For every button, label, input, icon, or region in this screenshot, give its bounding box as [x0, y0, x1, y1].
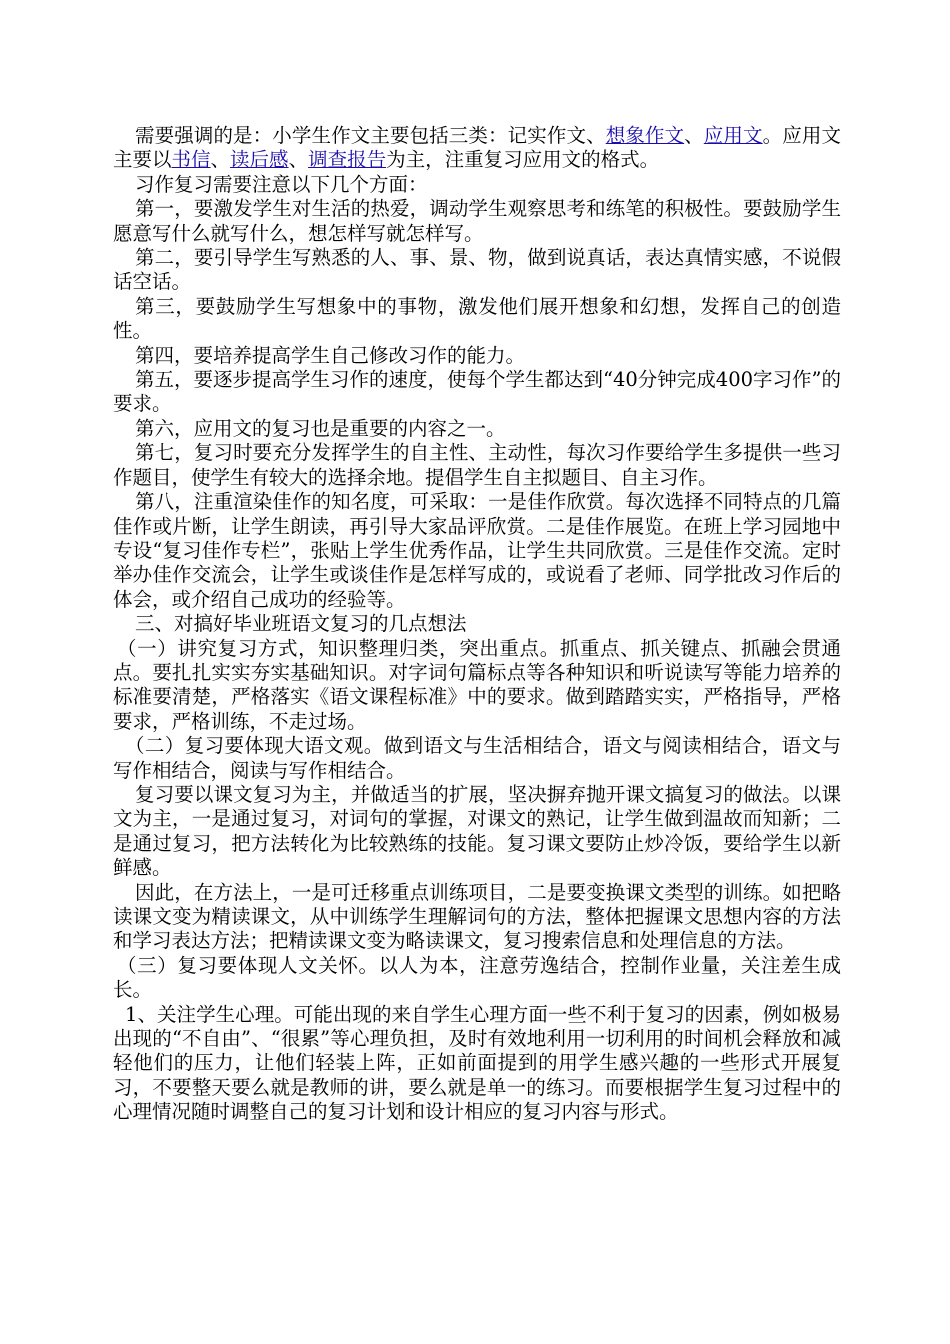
separator: 、: [210, 148, 231, 172]
document-body: [113, 124, 841, 1125]
paragraph: 1、关注学生心理。可能出现的来自学生心理方面一些不利于复习的因素，例如极易出现的“不自由”、“很累”等心理负担，及时有效地利用一切利用的时间机会释放和减轻他们的压力，让他们轻装上阵，正如前面提到的用学生感兴趣的一些形式开展复习，不要整天要么就是教师的讲，要么就是单一的练习。而要根据学生复习过程中的心理情况随时调整自己的复习计划和设计相应的复习内容与形式。: [113, 1002, 841, 1124]
paragraph: 第六，应用文的复习也是重要的内容之一。: [135, 416, 506, 440]
paragraph: 第三，要鼓励学生写想象中的事物，激发他们展开想象和幻想，发挥自己的创造性。: [113, 294, 841, 343]
separator: 、: [288, 148, 309, 172]
paragraph-composition-types: [113, 124, 841, 173]
section-heading: 三、对搞好毕业班语文复习的几点想法: [135, 612, 467, 636]
link-letters[interactable]: 书信: [171, 148, 211, 172]
paragraph: 因此，在方法上，一是可迁移重点训练项目，二是要变换课文类型的训练。如把略读课文变为精读课文，从中训练学生理解词句的方法，整体把握课文思想内容的方法和学习表达方法；把精读课文变为略读课文，复习搜索信息和处理信息的方法。: [113, 880, 841, 953]
paragraph: 第五，要逐步提高学生习作的速度，使每个学生都达到“40分钟完成400字习作”的要求。: [113, 368, 841, 416]
paragraph: （二）复习要体现大语文观。做到语文与生活相结合，语文与阅读相结合，语文与写作相结合，阅读与写作相结合。: [113, 734, 841, 782]
separator: 、: [684, 124, 704, 147]
paragraph: 习作复习需要注意以下几个方面：: [135, 172, 428, 196]
link-reading-reflection[interactable]: 读后感: [230, 148, 289, 172]
paragraph: 第八，注重渲染佳作的知名度，可采取：一是佳作欣赏。每次选择不同特点的几篇佳作或片断，让学生朗读，再引导大家品评欣赏。二是佳作展览。在班上学习园地中专设“复习佳作专栏”，张贴上学生优秀作品，让学生共同欣赏。三是佳作交流。定时举办佳作交流会，让学生或谈佳作是怎样写成的，或说看了老师、同学批改习作后的体会，或介绍自己成功的经验等。: [113, 490, 841, 611]
link-imaginative-writing[interactable]: 想象作文: [605, 124, 685, 147]
link-practical-writing[interactable]: 应用文: [703, 124, 763, 147]
text-run: 。应用文主要以: [113, 124, 841, 172]
link-survey-report[interactable]: 调查报告: [308, 148, 387, 172]
text-run: 为主，注重复习应用文的格式。: [386, 148, 660, 172]
paragraph: 第七，复习时要充分发挥学生的自主性、主动性，每次习作要给学生多提供一些习作题目，使学生有较大的选择余地。提倡学生自主拟题目、自主习作。: [113, 441, 841, 489]
paragraph: 第二，要引导学生写熟悉的人、事、景、物，做到说真话，表达真情实感，不说假话空话。: [113, 246, 841, 294]
text-run: 需要强调的是：小学生作文主要包括三类：记实作文、: [135, 124, 606, 147]
paragraph: （一）讲究复习方式，知识整理归类，突出重点。抓重点、抓关键点、抓融会贯通点。要扎扎实实夯实基础知识。对字词句篇标点等各种知识和听说读写等能力培养的标准要清楚，严格落实《语文课程标准》中的要求。做到踏踏实实，严格指导，严格要求，严格训练，不走过场。: [113, 636, 841, 733]
paragraph: （三）复习要体现人文关怀。以人为本，注意劳逸结合，控制作业量，关注差生成长。: [113, 953, 841, 1002]
paragraph: 复习要以课文复习为主，并做适当的扩展，坚决摒弃抛开课文搞复习的做法。以课文为主，一是通过复习，对词句的掌握，对课文的熟记，让学生做到温故而知新；二是通过复习，把方法转化为比较熟练的技能。复习课文要防止炒冷饭，要给学生以新鲜感。: [113, 782, 841, 880]
paragraph: 第四，要培养提高学生自己修改习作的能力。: [135, 343, 526, 367]
paragraph: 第一，要激发学生对生活的热爱，调动学生观察思考和练笔的积极性。要鼓励学生愿意写什么就写什么，想怎样写就怎样写。: [113, 197, 841, 245]
